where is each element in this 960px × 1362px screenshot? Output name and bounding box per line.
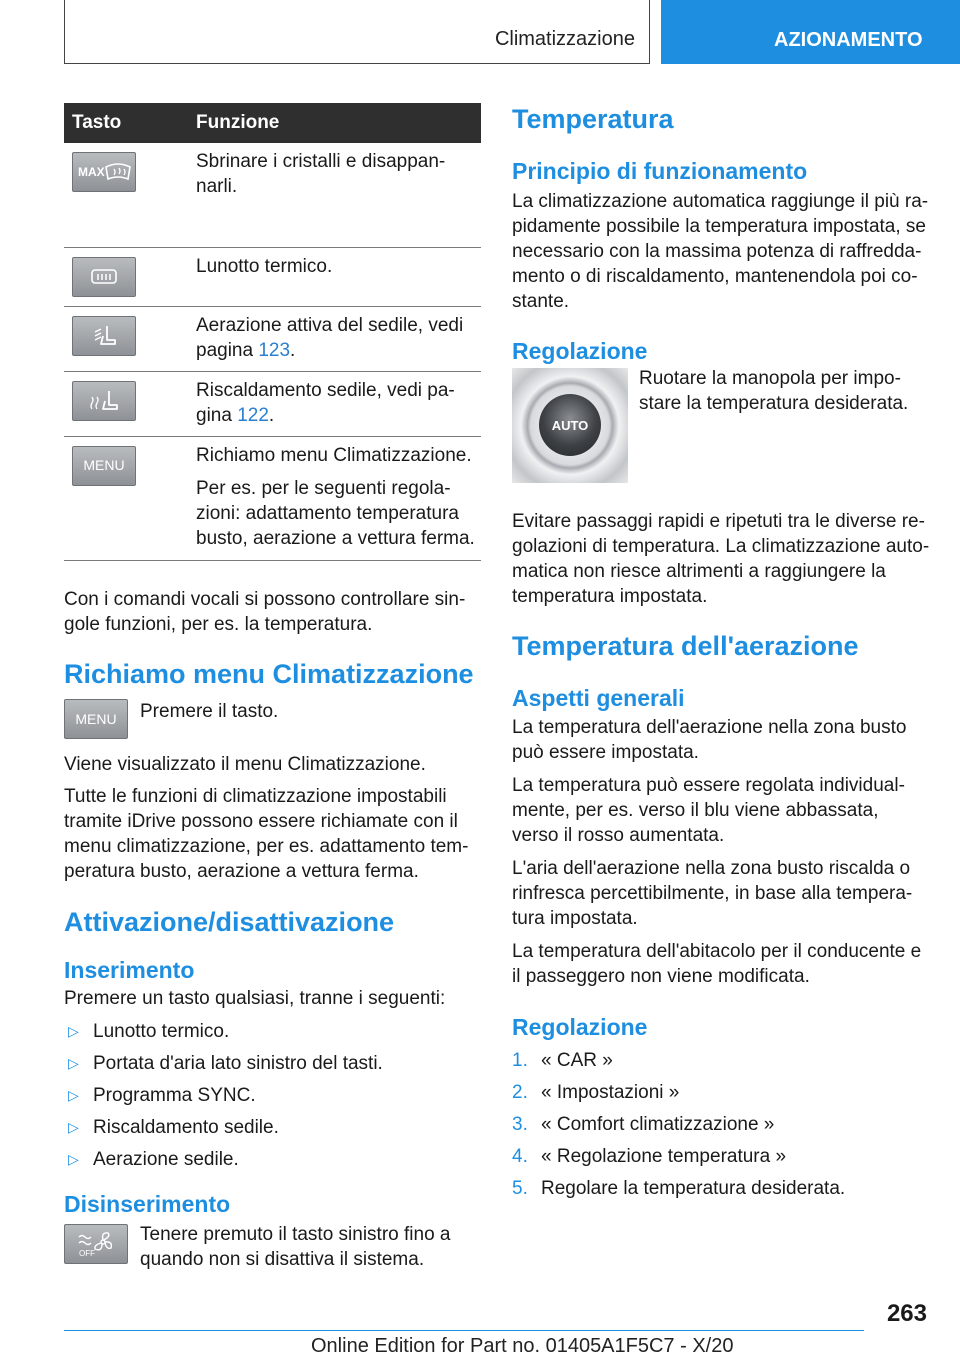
exception-list [64, 1019, 481, 1172]
row-text: Richiamo menu Climatizzazione. [196, 444, 472, 466]
list-item [512, 1080, 930, 1105]
general-paragraph-3: L'aria dell'aerazione nella zona busto riscalda o rinfresca percettibilmente, in base alla tempera-tura impostata. [512, 858, 913, 929]
list-item [512, 1048, 930, 1073]
button-function-table [64, 103, 481, 561]
temperature-heading: Temperatura [512, 104, 674, 134]
general-paragraph-2: La temperatura può essere regolata individual-mente, per es. verso il blu viene abbassata, verso il rosso aumentata. [512, 775, 905, 846]
page-ref-link[interactable]: 122 [237, 404, 269, 426]
seat-ventilation-button-icon [72, 316, 136, 356]
rear-window-defroster-button-icon [72, 257, 136, 297]
table-row [64, 436, 481, 560]
step-text: « Impostazioni » [541, 1082, 680, 1103]
page-number: 263 [886, 1300, 927, 1327]
row-text: Aerazione attiva del sedile, vedi pagina [196, 314, 464, 361]
general-heading: Aspetti generali [512, 685, 685, 711]
general-paragraph-4: La temperatura dell'abitacolo per il conducente e il passeggero non viene modificata. [512, 941, 922, 987]
max-defrost-button-icon [72, 152, 136, 192]
list-item-text: Aerazione sedile. [93, 1148, 239, 1170]
air-temperature-heading: Temperatura dell'aerazione [512, 631, 859, 661]
menu-button-icon: MENU [64, 699, 128, 739]
on-heading: Inserimento [64, 956, 195, 983]
knob-text: Ruotare la manopola per impo-stare la temperatura desiderata. [639, 368, 909, 414]
row-text: Sbrinare i cristalli e disappan-narli. [196, 151, 446, 197]
seat-heating-button-icon [72, 381, 136, 421]
activation-heading: Attivazione/disattivazione [64, 906, 395, 937]
triangle-bullet-icon: ▷ [68, 1022, 79, 1039]
fan-off-button-icon [64, 1224, 128, 1264]
menu-instruction [64, 699, 481, 739]
chapter-tab: AZIONAMENTO [661, 0, 960, 64]
left-column [64, 103, 481, 1272]
page-ref-link[interactable]: 123 [258, 339, 291, 361]
temperature-knob-image [512, 368, 628, 483]
list-item [512, 1176, 930, 1201]
menu-press-text: Premere il tasto. [140, 700, 279, 722]
right-column [512, 103, 930, 1208]
step-text: Regolare la temperatura desiderata. [541, 1178, 846, 1199]
regulation-heading: Regolazione [512, 338, 648, 364]
list-item [64, 1083, 481, 1108]
step-number: 2. [512, 1082, 528, 1103]
regulation-warning: Evitare passaggi rapidi e ripetuti tra le diverse re-golazioni di temperatura. La climatizzazione auto-matica non riesce altrimenti a raggiungere la temperatura impostata. [512, 511, 930, 607]
list-item [64, 1147, 481, 1172]
menu-button-icon: MENU [72, 446, 136, 486]
row-text-end: . [268, 404, 275, 426]
principle-text: La climatizzazione automatica raggiunge il più ra-pidamente possibile la temperatura impostata, se necessario con la massima potenza di raffredda-mento o di riscaldamento, mantenendola poi co-stante. [512, 191, 929, 312]
menu-heading: Richiamo menu Climatizzazione [64, 658, 474, 689]
list-item [64, 1115, 481, 1140]
table-row [64, 306, 481, 371]
list-item-text: Lunotto termico. [93, 1020, 230, 1042]
regulation-steps-heading: Regolazione [512, 1014, 648, 1040]
edition-text: Online Edition for Part no. 01405A1F5C7 - X/20 [311, 1335, 734, 1357]
list-item [64, 1051, 481, 1076]
general-paragraph-1: La temperatura dell'aerazione nella zona busto può essere impostata. [512, 717, 907, 763]
table-row [64, 143, 481, 247]
off-text: Tenere premuto il tasto sinistro fino a quando non si disattiva il sistema. [140, 1223, 451, 1270]
menu-paragraph-1: Viene visualizzato il menu Climatizzazione. [64, 753, 426, 775]
table-row [64, 247, 481, 306]
triangle-bullet-icon: ▷ [68, 1150, 79, 1167]
off-label: OFF [79, 1248, 95, 1258]
list-item-text: Programma SYNC. [93, 1084, 256, 1106]
list-item [512, 1144, 930, 1169]
col-header-function: Funzione [196, 112, 280, 133]
svg-text:MAX: MAX [78, 165, 105, 179]
row-text-end: . [290, 339, 296, 361]
section-title: Climatizzazione [494, 28, 635, 50]
voice-intro: Con i comandi vocali si possono controllare sin-gole funzioni, per es. la temperatura. [64, 588, 466, 635]
row-text: Lunotto termico. [196, 255, 333, 277]
off-instruction [64, 1224, 481, 1272]
triangle-bullet-icon: ▷ [68, 1086, 79, 1103]
principle-heading: Principio di funzionamento [512, 158, 808, 184]
step-text: « Comfort climatizzazione » [541, 1114, 775, 1135]
step-number: 3. [512, 1114, 528, 1135]
list-item [512, 1112, 930, 1137]
step-number: 1. [512, 1050, 528, 1071]
list-item-text: Portata d'aria lato sinistro del tasti. [93, 1052, 383, 1074]
off-heading: Disinserimento [64, 1190, 231, 1217]
knob-instruction [512, 368, 930, 483]
on-intro: Premere un tasto qualsiasi, tranne i seguenti: [64, 987, 446, 1009]
step-number: 4. [512, 1146, 528, 1167]
step-text: « Regolazione temperatura » [541, 1146, 787, 1167]
list-item-text: Riscaldamento sedile. [93, 1116, 279, 1138]
step-number: 5. [512, 1178, 528, 1199]
menu-paragraph-2: Tutte le funzioni di climatizzazione impostabili tramite iDrive possono essere richiamate con il menu climatizzazione, per es. adattamento tem-peratura busto, aerazione a vettura ferma. [64, 785, 469, 882]
header-frame [64, 0, 650, 64]
steps-list [512, 1048, 930, 1201]
footer-divider [64, 1330, 864, 1331]
step-text: « CAR » [541, 1050, 613, 1071]
triangle-bullet-icon: ▷ [68, 1054, 79, 1071]
auto-label: AUTO [539, 394, 601, 456]
col-header-key: Tasto [72, 112, 122, 133]
row-text: Riscaldamento sedile, vedi pa-gina [196, 379, 455, 426]
table-row [64, 371, 481, 436]
row-text-detail: Per es. per le seguenti regola-zioni: adattamento temperatura busto, aerazione a vettura ferma. [196, 477, 475, 549]
table-header-row [64, 103, 481, 143]
list-item [64, 1019, 481, 1044]
triangle-bullet-icon: ▷ [68, 1118, 79, 1135]
